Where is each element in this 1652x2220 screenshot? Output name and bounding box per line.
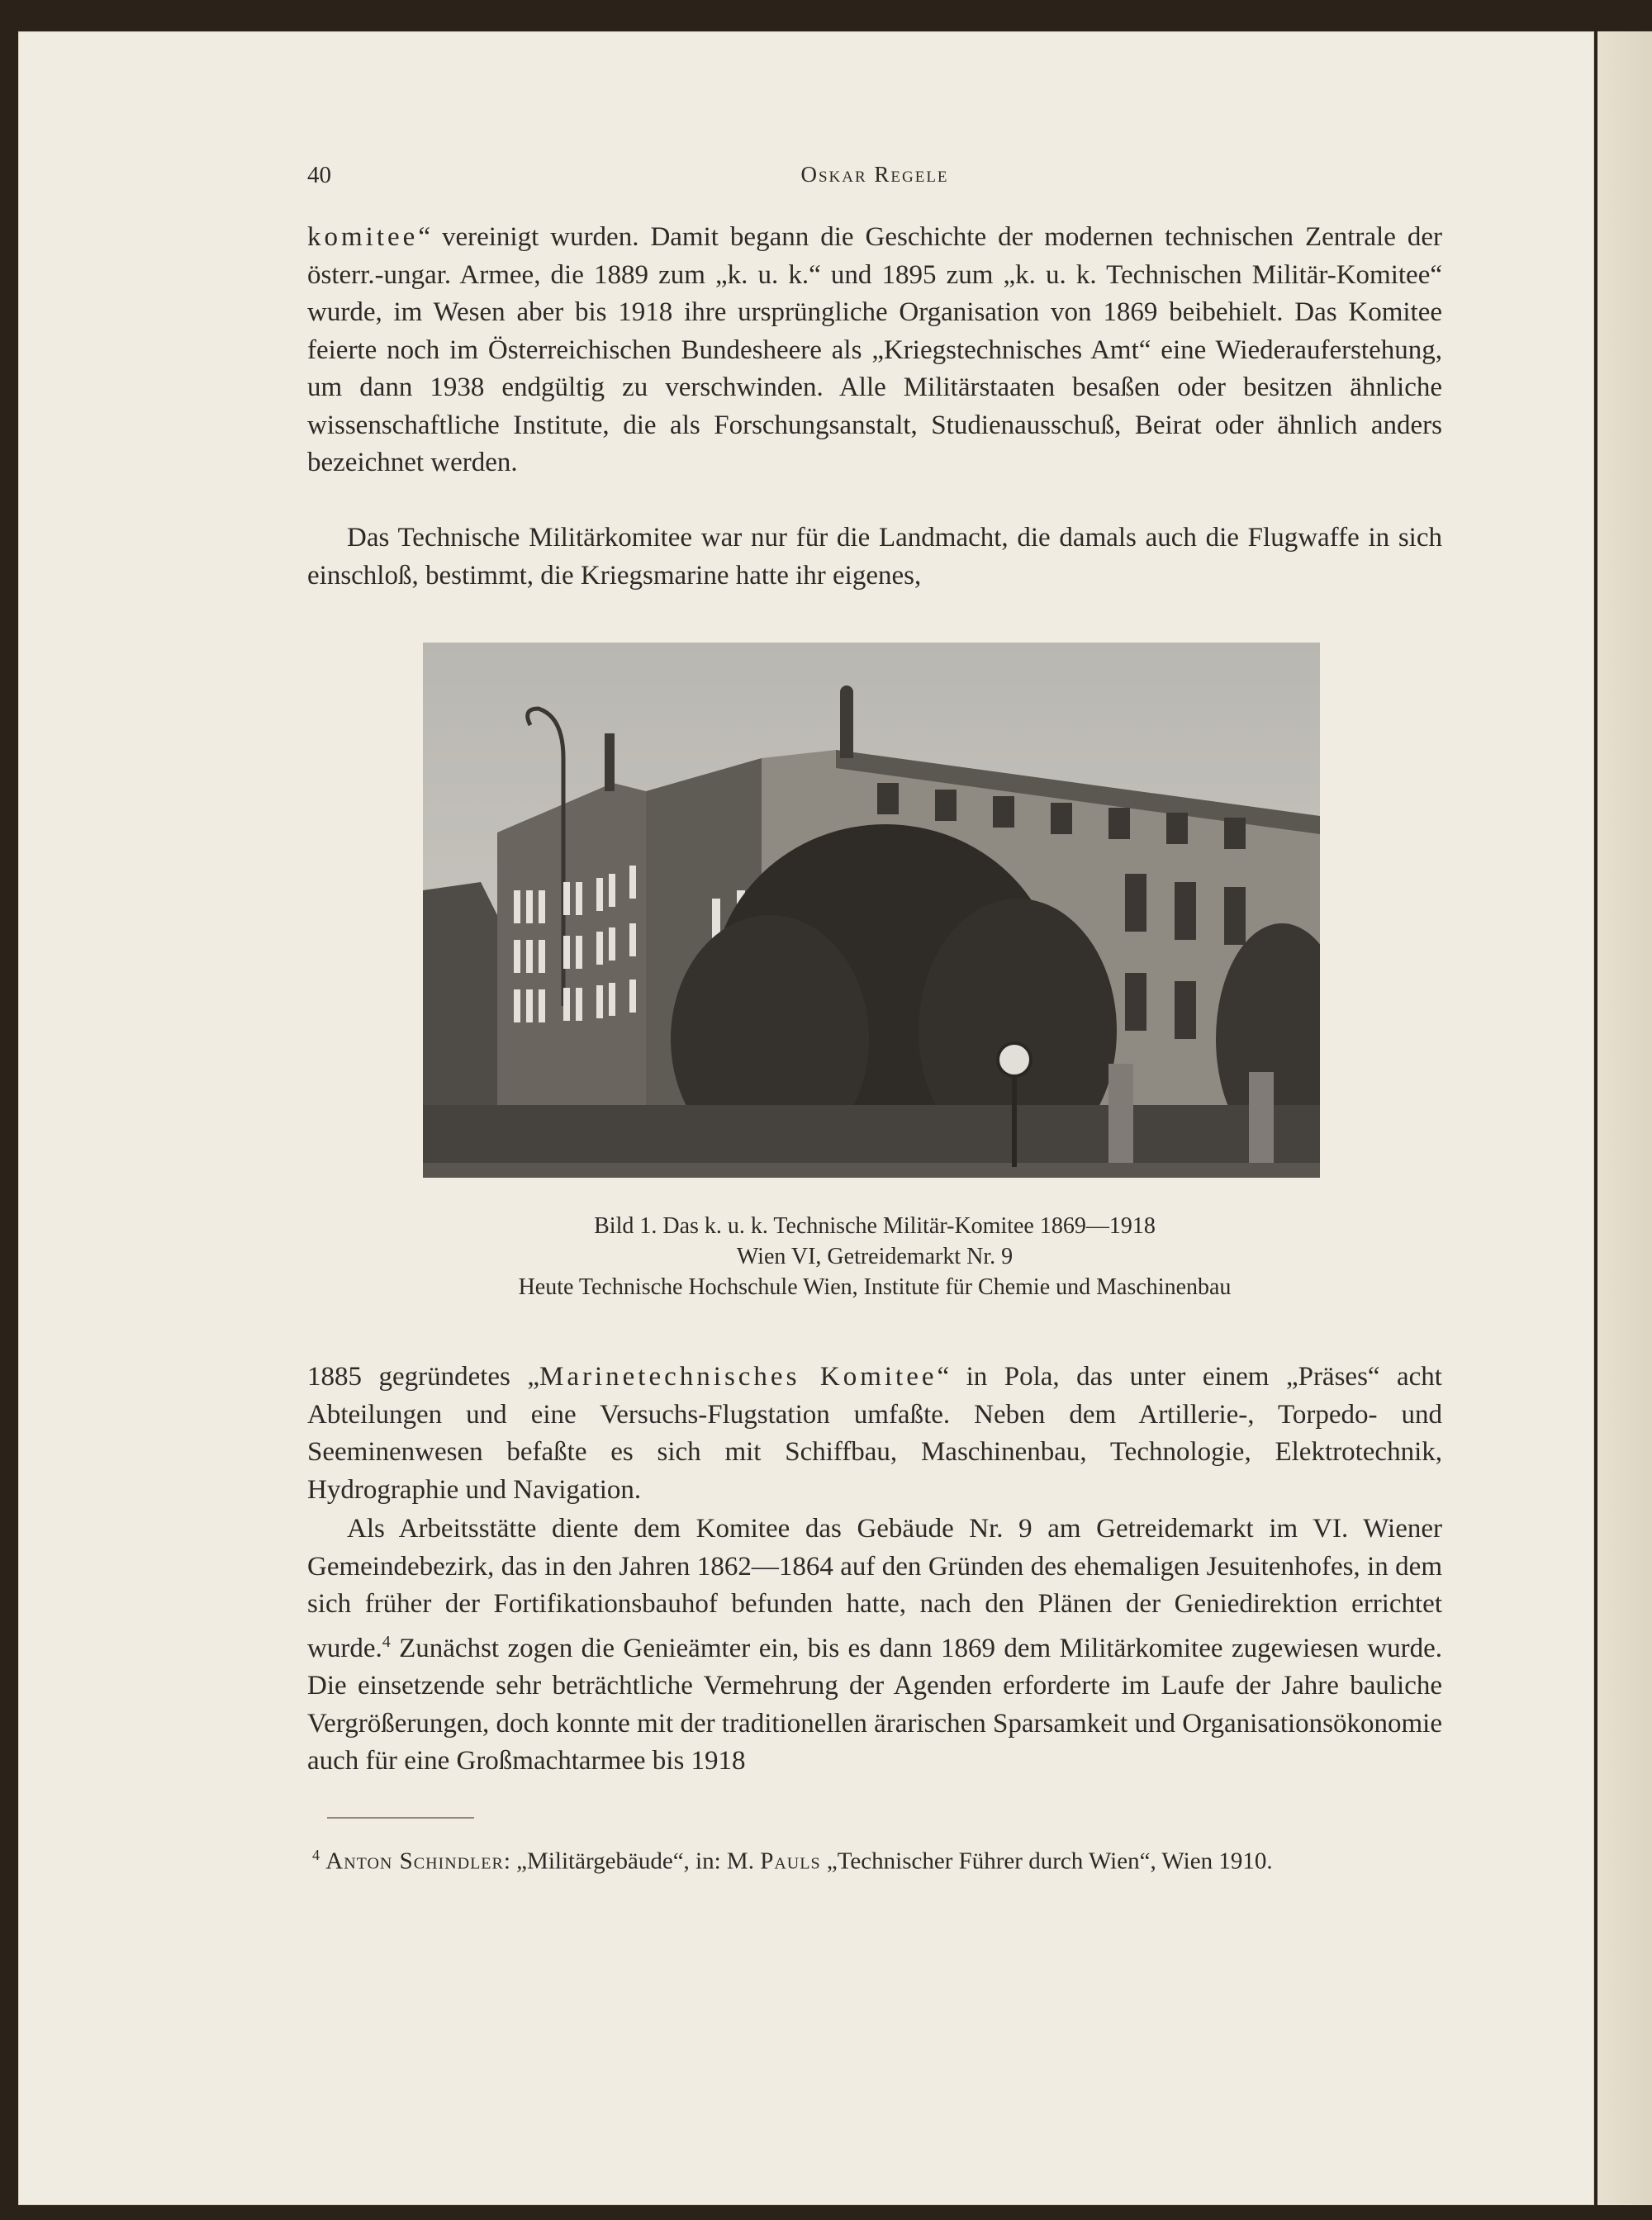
page-header xyxy=(307,162,1442,195)
paragraph-4-pre: Als Arbeitsstätte diente dem Komitee das Gebäude Nr. 9 am Getreidemarkt im VI. Wiener Gemeindebezirk, das in den Jahren 1862—1864 auf den Gründen des ehemaligen Jesuitenhofes, in dem sich früher der Fortifikationsbauhof befunden hatte, nach den Plänen der Geniedirektion errichtet wurde. xyxy=(307,1514,1442,1663)
paragraph-4-post: Zunächst zogen die Genieämter ein, bis es dann 1869 dem Militärkomitee zugewiesen wurde. Die einsetzende sehr beträchtliche Vermehrung der Agenden erforderte im Laufe der Jahre bauliche Vergrößerungen, doch konnte mit der traditionellen ärarischen Sparsamkeit und Organisationsökonomie auch für eine Großmachtarmee bis 1918 xyxy=(307,1633,1442,1776)
paragraph-3-post: “ in Pola, das unter einem „Präses“ acht Abteilungen und eine Versuchs-Flugstation umfaßte. Neben dem Artillerie-, Torpedo- und Seeminenwesen befaßte es sich mit Schiffbau, Maschinenbau, Technologie, Elektrotechnik, Hydrographie und Navigation. xyxy=(307,1362,1442,1505)
footnote-reference[interactable]: 4 xyxy=(382,1632,391,1651)
footnote-rule xyxy=(327,1817,474,1819)
page-number: 40 xyxy=(307,162,331,188)
footnote xyxy=(312,1838,1442,1878)
paragraph-3 xyxy=(307,1359,1442,1509)
paragraph-2-text: Das Technische Militärkomitee war nur für die Landmacht, die damals auch die Flugwaffe in sich einschloß, bestimmt, die Kriegsmarine hatte ihr eigenes, xyxy=(307,523,1442,591)
caption-line-1: Bild 1. Das k. u. k. Technische Militär-Komitee 1869—1918 xyxy=(594,1213,1156,1239)
footnote-author: Anton Schindler xyxy=(325,1848,504,1875)
footnote-text-2: „Technischer Führer durch Wien“, Wien 1910. xyxy=(820,1848,1273,1875)
caption-line-2: Wien VI, Getreidemarkt Nr. 9 xyxy=(736,1244,1014,1269)
paragraph-2 xyxy=(307,519,1442,595)
paragraph-1 xyxy=(307,219,1442,482)
paragraph-3-pre: 1885 gegründetes „ xyxy=(307,1362,540,1392)
running-head: Oskar Regele xyxy=(800,162,949,187)
paragraph-4 xyxy=(307,1511,1442,1781)
building-photograph xyxy=(423,643,1320,1178)
caption-line-3: Heute Technische Hochschule Wien, Institute für Chemie und Maschinenbau xyxy=(518,1274,1232,1300)
footnote-text-1: : „Militärgebäude“, in: M. xyxy=(503,1848,761,1875)
footnote-editor: Pauls xyxy=(760,1848,821,1875)
building-photo-image xyxy=(423,643,1320,1178)
spaced-term: Marinetechnisches Komitee xyxy=(539,1362,938,1392)
footnote-number: 4 xyxy=(312,1847,320,1863)
spaced-word: komitee xyxy=(307,222,419,252)
paragraph-1-text: “ vereinigt wurden. Damit begann die Geschichte der modernen technischen Zentrale der österr.-ungar. Armee, die 1889 zum „k. u. k.“ und 1895 zum „k. u. k. Technischen Militär-Komitee“ wurde, im Wesen aber bis 1918 ihre ursprüngliche Organisation von 1869 beibehielt. Das Komitee feierte noch im Österreichischen Bundesheere als „Kriegstechnisches Amt“ eine Wiederauferstehung, um dann 1938 endgültig zu verschwinden. Alle Militärstaaten besaßen oder besitzen ähnliche wissenschaftliche Institute, die als Forschungsanstalt, Studienausschuß, Beirat oder ähnlich anders bezeichnet werden. xyxy=(307,222,1442,477)
next-page-edge xyxy=(1597,31,1652,2205)
figure-caption xyxy=(307,1211,1442,1302)
